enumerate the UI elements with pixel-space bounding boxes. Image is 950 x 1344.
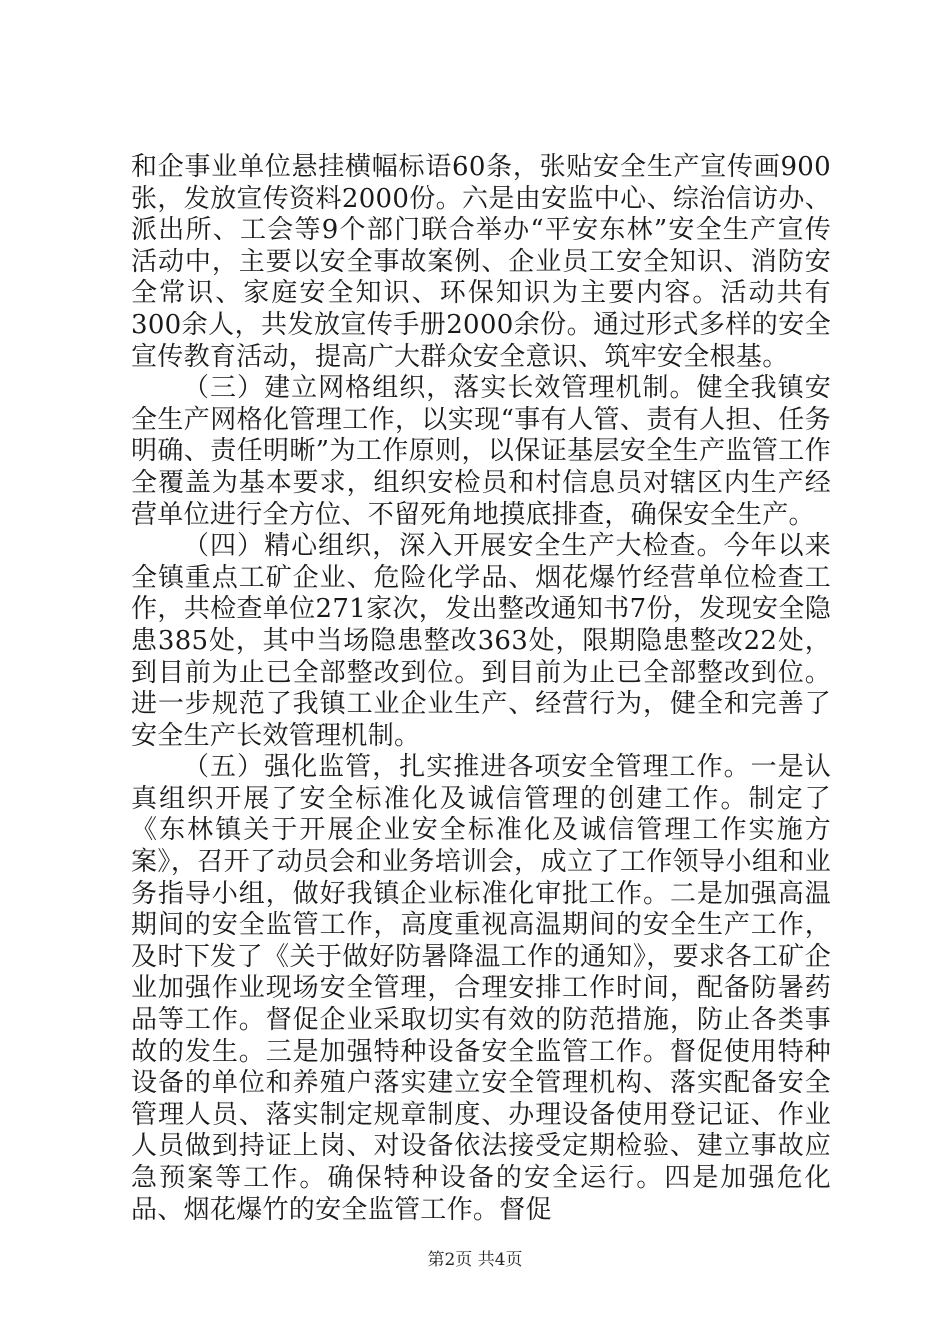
page-footer: 第2页 共4页 [427, 1250, 523, 1270]
paragraph-2: （三）建立网格组织，落实长效管理机制。健全我镇安全生产网格化管理工作，以实现“事有人管、责有人担、任务明确、责任明晰”为工作原则，以保证基层安全生产监管工作全覆盖为基本要求，组织安检员和村信息员对辖区内生产经营单位进行全方位、不留死角地摸底排查，确保安全生产。 [131, 373, 831, 530]
paragraph-4: （五）强化监管，扎实推进各项安全管理工作。一是认真组织开展了安全标准化及诚信管理的创建工作。制定了《东林镇关于开展企业安全标准化及诚信管理工作实施方案》，召开了动员会和业务培训会，成立了工作领导小组和业务指导小组，做好我镇企业标准化审批工作。二是加强高温期间的安全监管工作，高度重视高温期间的安全生产工作，及时下发了《关于做好防暑降温工作的通知》，要求各工矿企业加强作业现场安全管理，合理安排工作时间，配备防暑药品等工作。督促企业采取切实有效的防范措施，防止各类事故的发生。三是加强特种设备安全监管工作。督促使用特种设备的单位和养殖户落实建立安全管理机构、落实配备安全管理人员、落实制定规章制度、办理设备使用登记证、作业人员做到持证上岗、对设备依法接受定期检验、建立事故应急预案等工作。确保特种设备的安全运行。四是加强危化品、烟花爆竹的安全监管工作。督促 [131, 752, 831, 1225]
paragraph-3: （四）精心组织，深入开展安全生产大检查。今年以来全镇重点工矿企业、危险化学品、烟花爆竹经营单位检查工作，共检查单位271家次，发出整改通知书7份，发现安全隐患385处，其中当场隐患整改363处，限期隐患整改22处，到目前为止已全部整改到位。到目前为止已全部整改到位。进一步规范了我镇工业企业生产、经营行为，健全和完善了安全生产长效管理机制。 [131, 531, 831, 751]
paragraph-1: 和企事业单位悬挂横幅标语60条，张贴安全生产宣传画900张，发放宣传资料2000份。六是由安监中心、综治信访办、派出所、工会等9个部门联合举办“平安东林”安全生产宣传活动中，主要以安全事故案例、企业员工安全知识、消防安全常识、家庭安全知识、环保知识为主要内容。活动共有300余人，共发放宣传手册2000余份。通过形式多样的安全宣传教育活动，提高广大群众安全意识、筑牢安全根基。 [131, 152, 831, 372]
document-body [131, 152, 831, 1226]
